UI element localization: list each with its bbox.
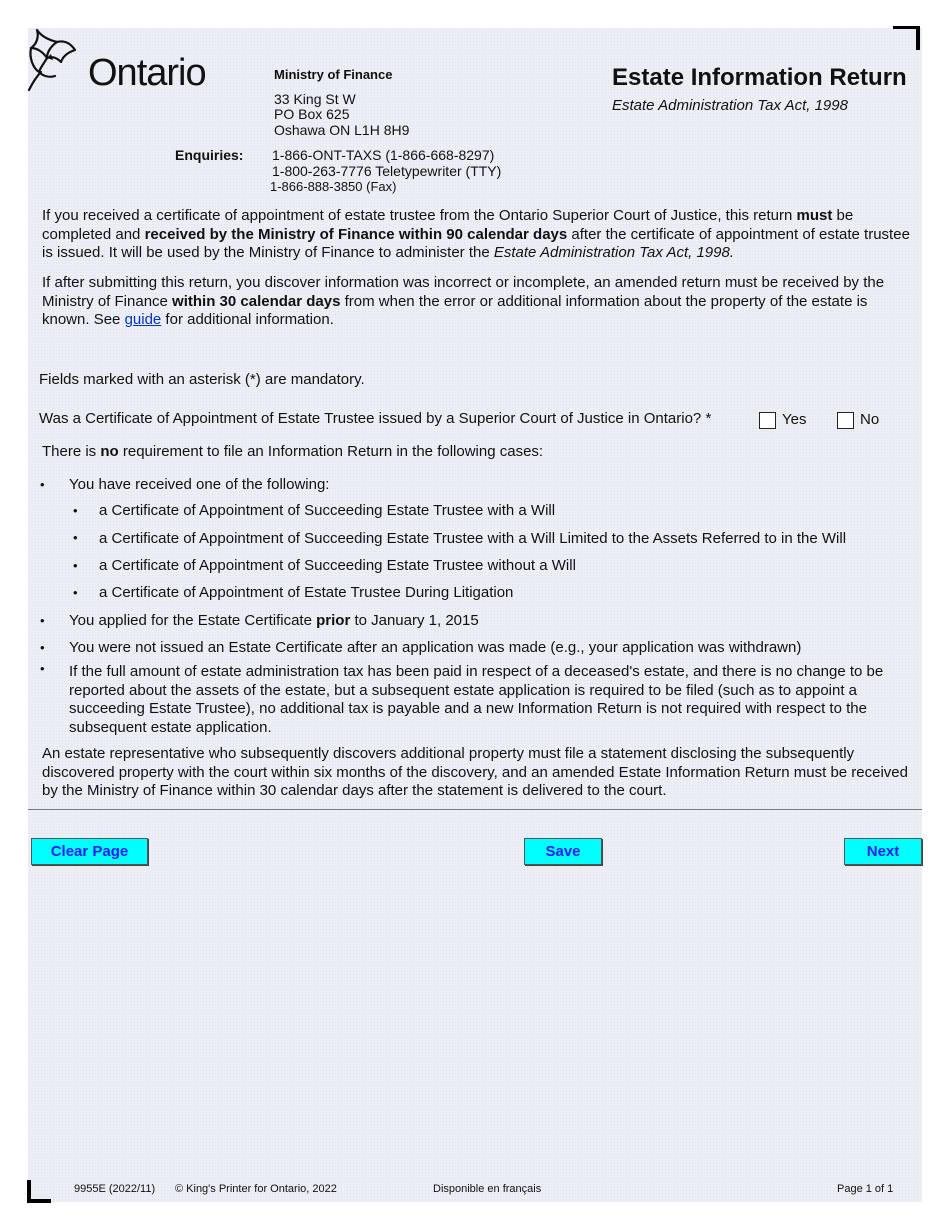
copyright: © King's Printer for Ontario, 2022 — [175, 1183, 337, 1195]
address-line-3: Oshawa ON L1H 8H9 — [274, 122, 410, 138]
bullet-icon: • — [73, 530, 78, 545]
no-checkbox[interactable] — [837, 412, 854, 429]
bullet-icon: • — [40, 640, 45, 655]
registration-mark-top-right-vertical — [916, 26, 920, 50]
enquiries-tty: 1-800-263-7776 Teletypewriter (TTY) — [272, 163, 502, 179]
intro-paragraph-2: If after submitting this return, you discover information was incorrect or incomplete, an amended return must be received by the Ministry of Finance within 30 calendar days from when the error or additional information about the property of the estate is known. See guide for additional information. — [42, 274, 885, 328]
section-divider — [28, 809, 922, 810]
sub-item-2: a Certificate of Appointment of Succeeding Estate Trustee with a Will Limited to the Assets Referred to in the Will — [99, 530, 847, 547]
exemption-item-1: You have received one of the following: — [69, 476, 330, 493]
clear-page-button[interactable]: Clear Page — [31, 838, 148, 865]
page-number: Page 1 of 1 — [837, 1183, 894, 1195]
bullet-icon: • — [40, 477, 45, 492]
bullet-icon: • — [73, 585, 78, 600]
intro-paragraph-1: If you received a certificate of appointment of estate trustee from the Ontario Superior Court of Justice, this return must be completed and received by the Ministry of Finance within 90 calendar days after the certificate of appointment of estate trustee is issued. It will be used by the Ministry of Finance to administer the Estate Administration Tax Act, 1998. — [42, 207, 910, 261]
french-availability: Disponible en français — [433, 1183, 542, 1195]
form-title: Estate Information Return — [612, 64, 907, 91]
bullet-icon: • — [73, 558, 78, 573]
form-number: 9955E (2022/11) — [74, 1183, 156, 1195]
enquiries-phone: 1-866-ONT-TAXS (1-866-668-8297) — [272, 147, 495, 163]
registration-mark-bottom-left-horizontal — [27, 1199, 51, 1203]
exemptions-intro: There is no requirement to file an Information Return in the following cases: — [42, 443, 544, 460]
exemption-item-2: You applied for the Estate Certificate prior to January 1, 2015 — [69, 612, 479, 629]
sub-item-3: a Certificate of Appointment of Succeeding Estate Trustee without a Will — [99, 557, 576, 574]
certificate-question: Was a Certificate of Appointment of Estate Trustee issued by a Superior Court of Justice in Ontario? * — [39, 410, 712, 427]
ontario-logo-text: Ontario — [88, 52, 206, 94]
ministry-name: Ministry of Finance — [274, 67, 393, 82]
exemption-item-4: If the full amount of estate administration tax has been paid in respect of a deceased's estate, and there is no change to be reported about the assets of the estate, but a subsequent estate application is required to be filed (such as to appoint a succeeding Estate Trustee), no additional tax is payable and a new Information Return is not required with respect to the subsequent estate application. — [69, 663, 884, 736]
save-button[interactable]: Save — [524, 838, 602, 865]
enquiries-fax: 1-866-888-3850 (Fax) — [270, 179, 397, 194]
yes-checkbox[interactable] — [759, 412, 776, 429]
sub-item-1: a Certificate of Appointment of Succeeding Estate Trustee with a Will — [99, 502, 556, 519]
bullet-icon: • — [40, 661, 45, 676]
sub-item-4: a Certificate of Appointment of Estate Trustee During Litigation — [99, 584, 514, 601]
form-subtitle: Estate Administration Tax Act, 1998 — [612, 97, 848, 114]
next-button[interactable]: Next — [844, 838, 922, 865]
guide-link[interactable]: guide — [124, 311, 162, 328]
address-line-1: 33 King St W — [274, 91, 356, 107]
enquiries-label: Enquiries: — [175, 147, 244, 163]
closing-paragraph: An estate representative who subsequently discovers additional property must file a statement disclosing the subsequently discovered property with the court within six months of the discovery, and an amended Estate Information Return must be received by the Ministry of Finance within 30 calendar days after the statement is delivered to the court. — [42, 745, 908, 799]
no-label: No — [860, 411, 880, 428]
yes-label: Yes — [782, 411, 807, 428]
exemption-item-3: You were not issued an Estate Certificate after an application was made (e.g., your application was withdrawn) — [69, 639, 802, 656]
address-line-2: PO Box 625 — [274, 106, 350, 122]
bullet-icon: • — [40, 613, 45, 628]
mandatory-note: Fields marked with an asterisk (*) are mandatory. — [39, 371, 365, 388]
bullet-icon: • — [73, 503, 78, 518]
